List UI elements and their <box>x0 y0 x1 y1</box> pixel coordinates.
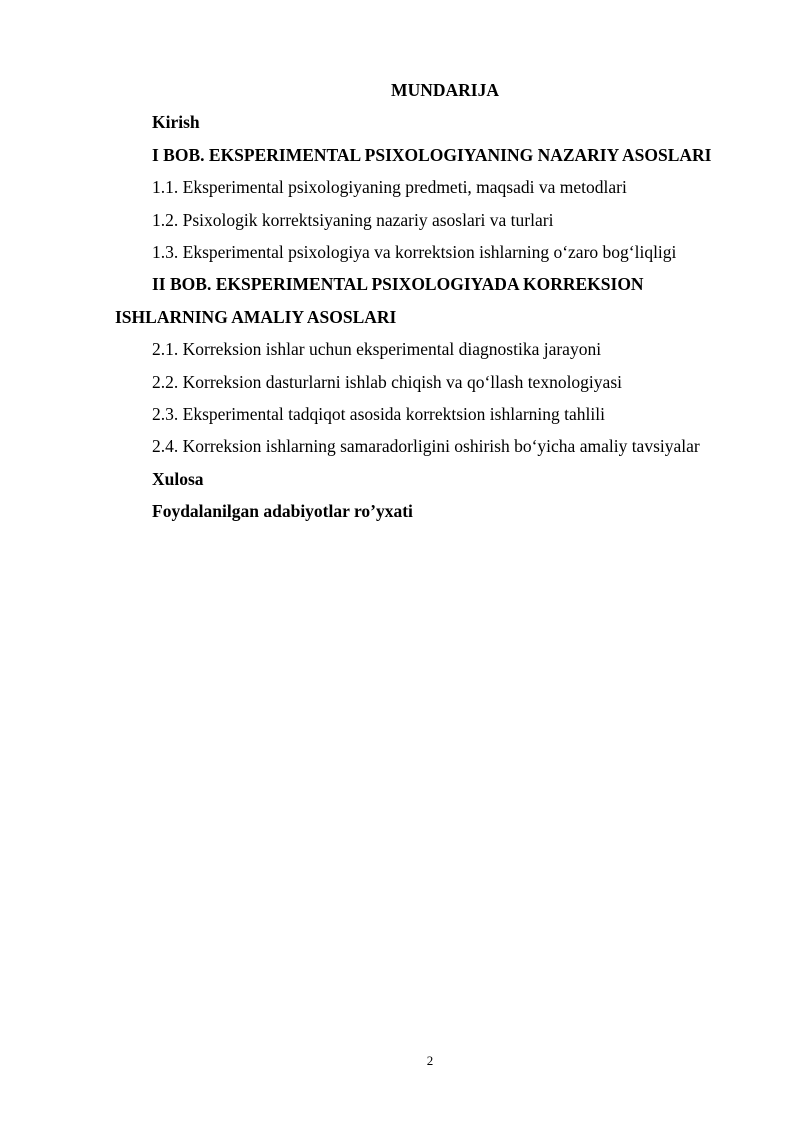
page-number: 2 <box>426 1053 434 1068</box>
toc-title: MUNDARIJA <box>391 80 499 100</box>
toc-entry-conclusion: Xulosa <box>152 468 204 489</box>
toc-entry-chapter-1: I BOB. EKSPERIMENTAL PSIXOLOGIYANING NAZARIY ASOSLARI <box>152 144 712 165</box>
toc-entry-section-2-1: 2.1. Korreksion ishlar uchun eksperimental diagnostika jarayoni <box>152 339 602 360</box>
table-of-contents <box>115 74 755 528</box>
toc-entry-introduction: Kirish <box>152 112 200 133</box>
toc-entry-section-1-3: 1.3. Eksperimental psixologiya va korrektsion ishlarning oʻzaro bogʻliqligi <box>152 242 677 263</box>
toc-entry-references: Foydalanilgan adabiyotlar ro’yxati <box>152 501 413 522</box>
toc-entry-section-2-4: 2.4. Korreksion ishlarning samaradorligini oshirish boʻyicha amaliy tavsiyalar <box>152 436 700 457</box>
toc-entry-section-1-1: 1.1. Eksperimental psixologiyaning predmeti, maqsadi va metodlari <box>152 177 627 198</box>
toc-entry-section-2-2: 2.2. Korreksion dasturlarni ishlab chiqish va qoʻllash texnologiyasi <box>152 371 622 392</box>
toc-entry-chapter-2: II BOB. EKSPERIMENTAL PSIXOLOGIYADA KORREKSION ISHLARNING AMALIY ASOSLARI <box>115 274 644 327</box>
toc-entry-section-2-3: 2.3. Eksperimental tadqiqot asosida korrektsion ishlarning tahlili <box>152 404 605 425</box>
toc-entry-section-1-2: 1.2. Psixologik korrektsiyaning nazariy asoslari va turlari <box>152 209 554 230</box>
